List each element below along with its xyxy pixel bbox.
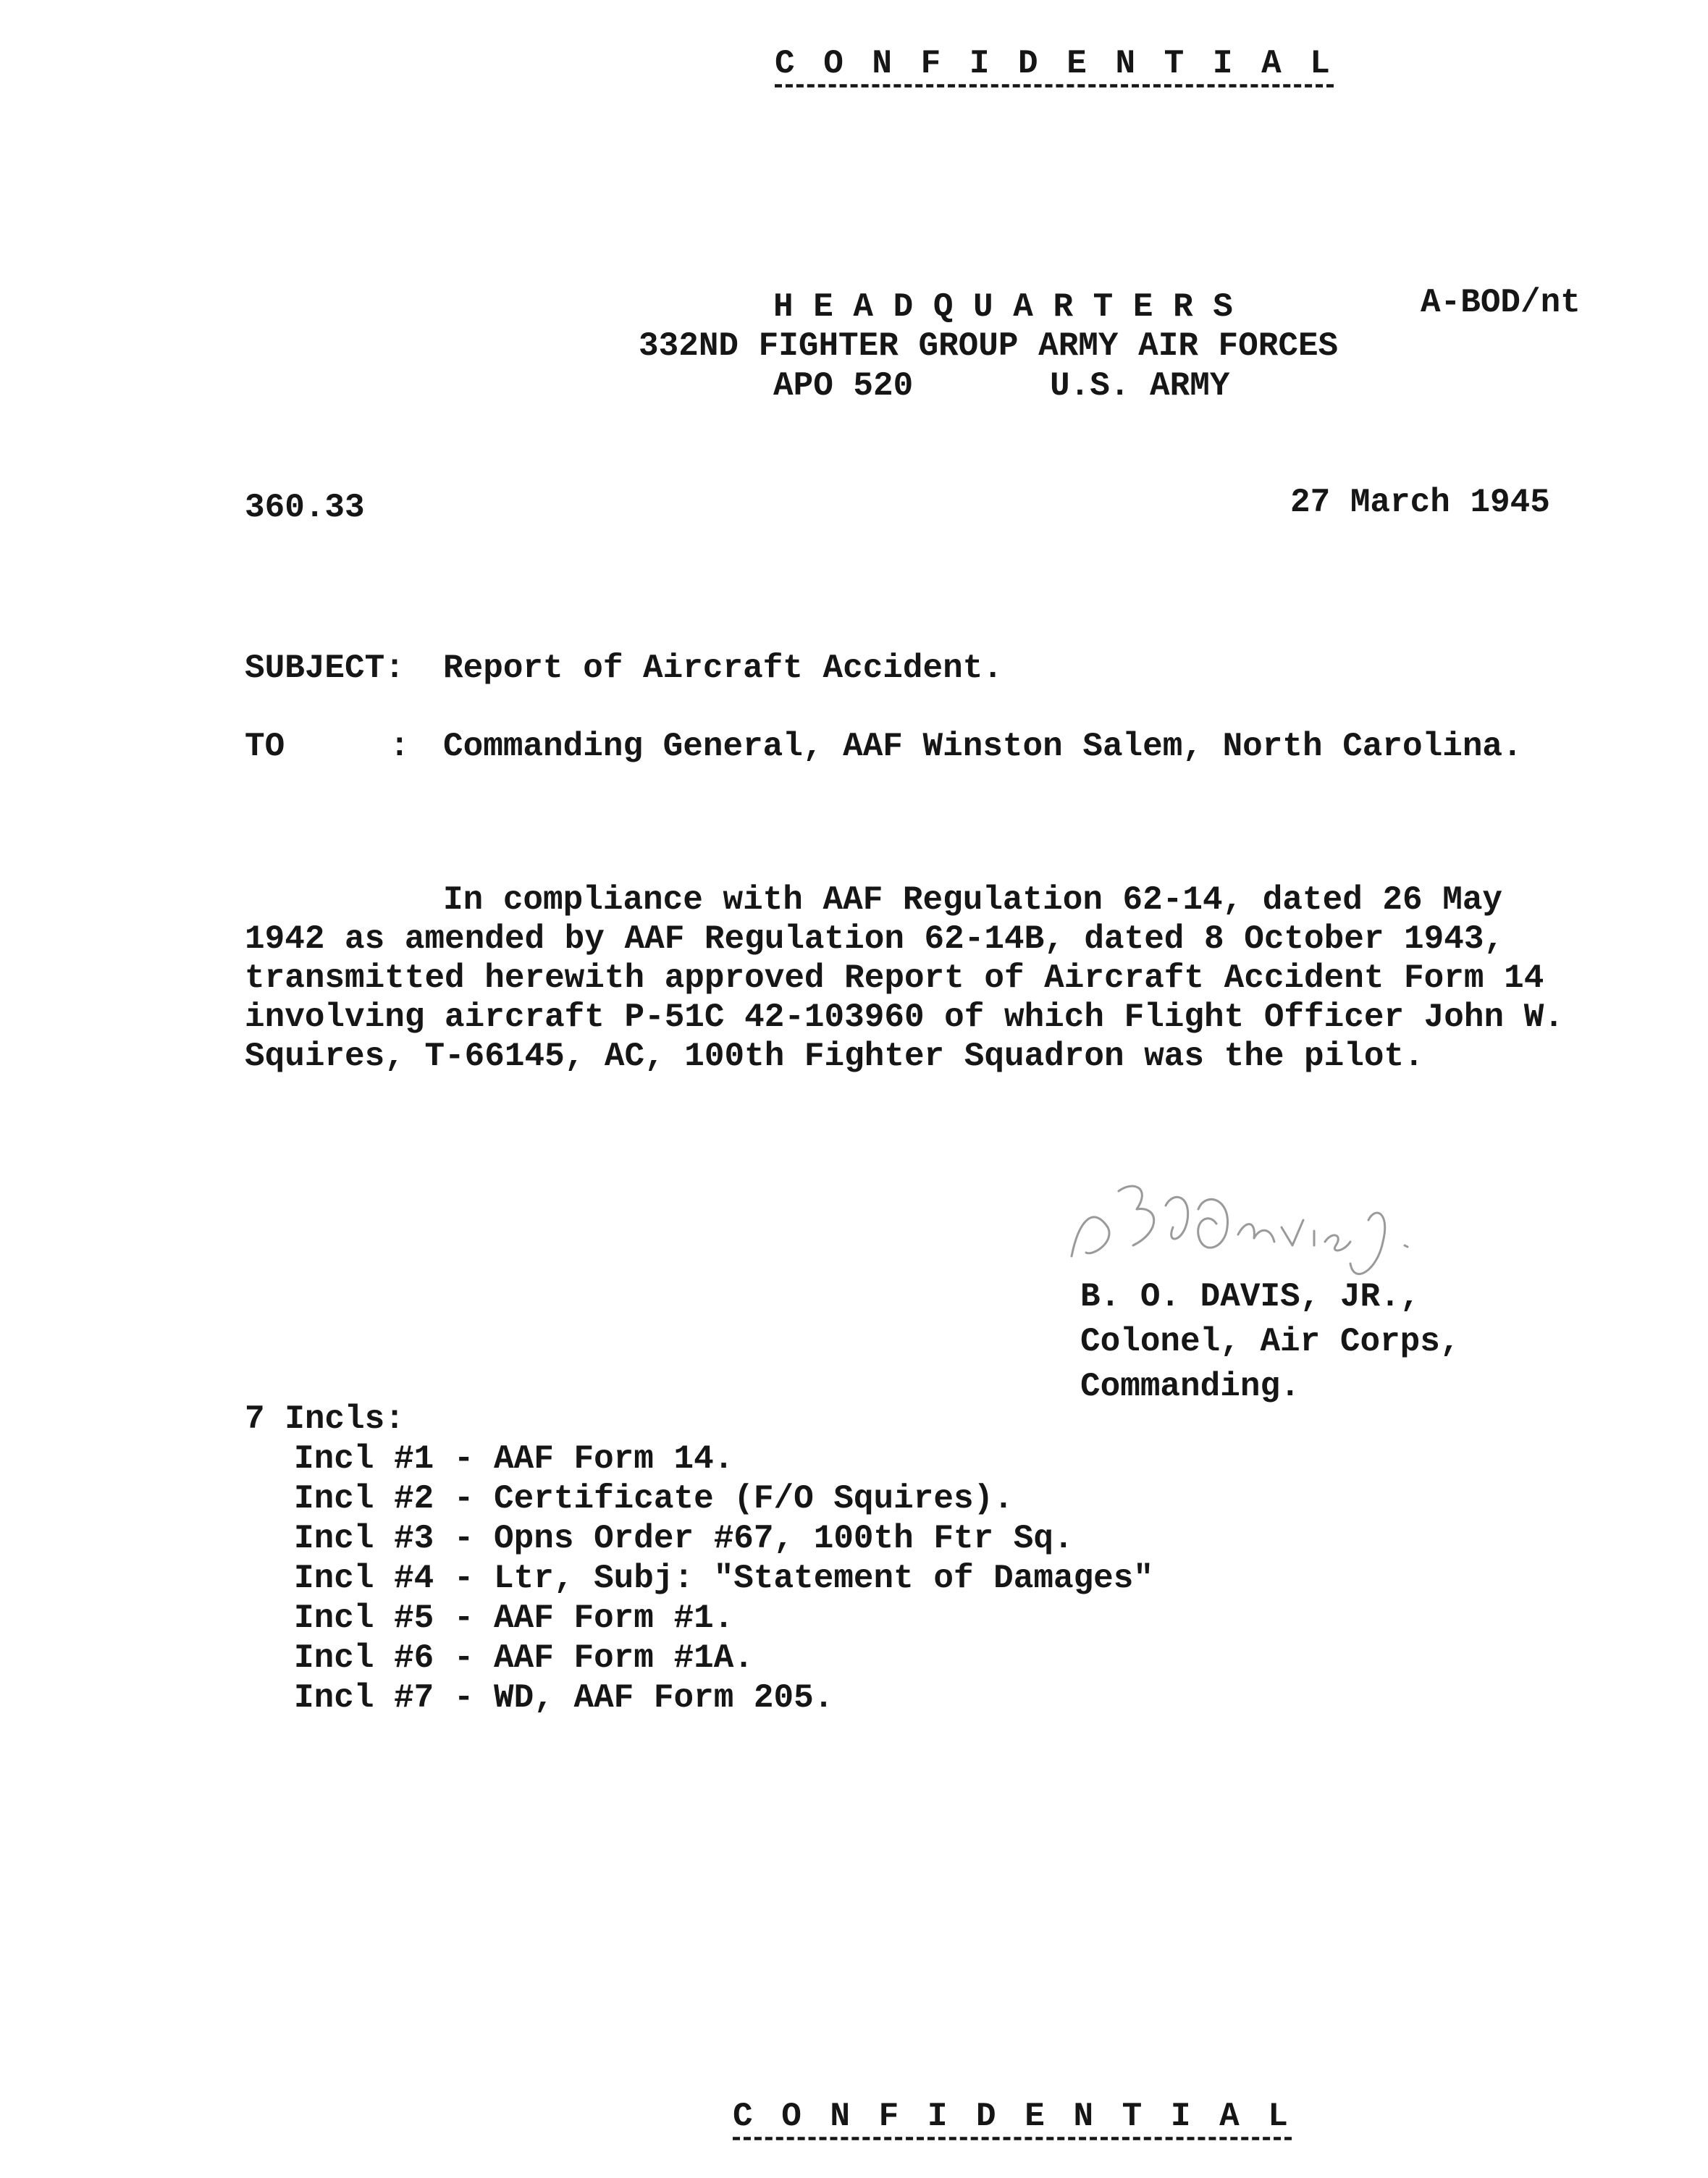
subject-text: Report of Aircraft Accident. <box>443 649 1003 687</box>
inclosure-item: Incl #4 - Ltr, Subj: "Statement of Damages" <box>294 1560 1153 1597</box>
body-line-1: In compliance with AAF Regulation 62-14, dated 26 May <box>443 881 1503 919</box>
hq-title: H E A D Q U A R T E R S <box>773 288 1233 326</box>
body-line-4: involving aircraft P-51C 42-103960 of which Flight Officer John W. <box>245 998 1564 1036</box>
inclosure-item: Incl #1 - AAF Form 14. <box>294 1440 734 1478</box>
to-label: TO <box>245 728 285 765</box>
inclosure-item: Incl #3 - Opns Order #67, 100th Ftr Sq. <box>294 1520 1074 1557</box>
signatory-role: Commanding. <box>1080 1368 1300 1405</box>
classification-bottom: C O N F I D E N T I A L <box>733 2098 1292 2135</box>
hq-army: U.S. ARMY <box>1050 367 1230 405</box>
inclosure-item: Incl #5 - AAF Form #1. <box>294 1599 734 1637</box>
inclosures-heading: 7 Incls: <box>245 1400 405 1438</box>
to-colon: : <box>390 728 410 765</box>
signatory-name: B. O. DAVIS, JR., <box>1080 1278 1421 1316</box>
hq-apo: APO 520 <box>773 367 914 405</box>
inclosure-item: Incl #2 - Certificate (F/O Squires). <box>294 1480 1014 1518</box>
letter-date: 27 March 1945 <box>1290 484 1550 521</box>
inclosure-item: Incl #7 - WD, AAF Form 205. <box>294 1679 834 1717</box>
classification-top: C O N F I D E N T I A L <box>775 45 1334 83</box>
inclosure-item: Incl #6 - AAF Form #1A. <box>294 1639 754 1677</box>
signatory-rank: Colonel, Air Corps, <box>1080 1323 1460 1361</box>
body-line-2: 1942 as amended by AAF Regulation 62-14B, dated 8 October 1943, <box>245 920 1505 958</box>
body-line-5: Squires, T-66145, AC, 100th Fighter Squadron was the pilot. <box>245 1038 1424 1075</box>
office-symbol: A-BOD/nt <box>1421 284 1581 321</box>
hq-unit: 332ND FIGHTER GROUP ARMY AIR FORCES <box>639 327 1339 365</box>
file-number: 360.33 <box>245 489 365 526</box>
to-text: Commanding General, AAF Winston Salem, North Carolina. <box>443 728 1523 765</box>
subject-label: SUBJECT: <box>245 649 405 687</box>
body-line-3: transmitted herewith approved Report of Aircraft Accident Form 14 <box>245 959 1544 997</box>
